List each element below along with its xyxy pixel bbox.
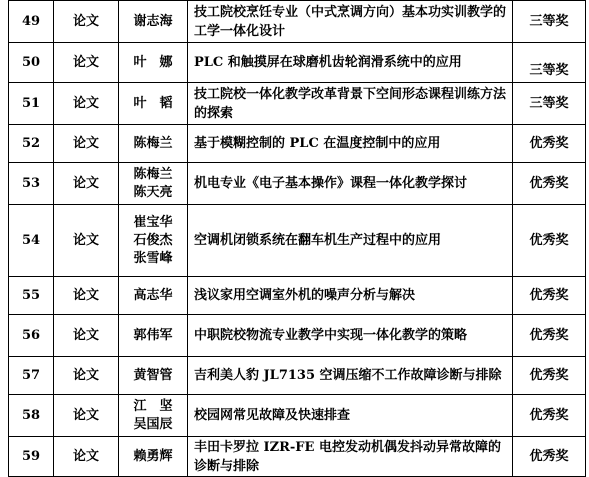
award-level: 优秀奖 bbox=[513, 163, 586, 205]
author-cell bbox=[119, 395, 188, 437]
table-row bbox=[9, 83, 586, 125]
entry-type: 论文 bbox=[54, 357, 119, 395]
row-number: 51 bbox=[9, 83, 54, 125]
entry-type: 论文 bbox=[54, 1, 119, 43]
author-name: 陈天亮 bbox=[133, 184, 173, 200]
author-cell bbox=[119, 83, 188, 125]
row-number: 57 bbox=[9, 357, 54, 395]
award-level: 三等奖 bbox=[513, 43, 586, 83]
paper-title: 中职院校物流专业教学中实现一体化教学的策略 bbox=[188, 315, 513, 357]
award-level: 优秀奖 bbox=[513, 277, 586, 315]
author-cell bbox=[119, 205, 188, 277]
author-name: 赖勇辉 bbox=[133, 448, 173, 464]
author-name: 陈梅兰 bbox=[133, 135, 173, 151]
author-cell bbox=[119, 315, 188, 357]
awards-table-body bbox=[9, 1, 586, 477]
award-level: 优秀奖 bbox=[513, 357, 586, 395]
author-name: 高志华 bbox=[133, 287, 173, 303]
author-cell bbox=[119, 163, 188, 205]
entry-type: 论文 bbox=[54, 277, 119, 315]
author-cell bbox=[119, 437, 188, 477]
author-name: 陈梅兰 bbox=[133, 166, 173, 182]
author-name: 石俊杰 bbox=[133, 232, 173, 248]
row-number: 58 bbox=[9, 395, 54, 437]
paper-title: 空调机闭锁系统在翻车机生产过程中的应用 bbox=[188, 205, 513, 277]
table-row bbox=[9, 277, 586, 315]
author-name: 吴国辰 bbox=[133, 416, 173, 432]
entry-type: 论文 bbox=[54, 395, 119, 437]
table-row bbox=[9, 205, 586, 277]
award-level: 优秀奖 bbox=[513, 395, 586, 437]
author-name: 崔宝华 bbox=[133, 214, 173, 230]
award-level: 三等奖 bbox=[513, 1, 586, 43]
table-row bbox=[9, 163, 586, 205]
table-row bbox=[9, 395, 586, 437]
row-number: 56 bbox=[9, 315, 54, 357]
paper-title: 机电专业《电子基本操作》课程一体化教学探讨 bbox=[188, 163, 513, 205]
paper-title: 技工院校一体化教学改革背景下空间形态课程训练方法的探索 bbox=[188, 83, 513, 125]
row-number: 50 bbox=[9, 43, 54, 83]
entry-type: 论文 bbox=[54, 205, 119, 277]
entry-type: 论文 bbox=[54, 315, 119, 357]
author-cell bbox=[119, 125, 188, 163]
award-level: 优秀奖 bbox=[513, 437, 586, 477]
paper-title: 校园网常见故障及快速排查 bbox=[188, 395, 513, 437]
author-name: 叶 韬 bbox=[133, 95, 173, 111]
author-cell bbox=[119, 357, 188, 395]
row-number: 49 bbox=[9, 1, 54, 43]
author-name: 谢志海 bbox=[133, 13, 173, 29]
row-number: 53 bbox=[9, 163, 54, 205]
row-number: 59 bbox=[9, 437, 54, 477]
award-level: 优秀奖 bbox=[513, 205, 586, 277]
author-name: 黄智管 bbox=[133, 367, 173, 383]
author-cell bbox=[119, 43, 188, 83]
paper-title: 浅议家用空调室外机的噪声分析与解决 bbox=[188, 277, 513, 315]
entry-type: 论文 bbox=[54, 163, 119, 205]
entry-type: 论文 bbox=[54, 437, 119, 477]
table-row bbox=[9, 315, 586, 357]
award-level: 三等奖 bbox=[513, 83, 586, 125]
paper-title: 吉利美人豹 JL7135 空调压缩不工作故障诊断与排除 bbox=[188, 357, 513, 395]
row-number: 52 bbox=[9, 125, 54, 163]
table-row bbox=[9, 1, 586, 43]
awards-table bbox=[8, 0, 586, 477]
row-number: 55 bbox=[9, 277, 54, 315]
paper-title: 基于模糊控制的 PLC 在温度控制中的应用 bbox=[188, 125, 513, 163]
table-row bbox=[9, 125, 586, 163]
author-name: 张雪峰 bbox=[133, 250, 173, 266]
author-cell bbox=[119, 1, 188, 43]
paper-title: PLC 和触摸屏在球磨机齿轮润滑系统中的应用 bbox=[188, 43, 513, 83]
entry-type: 论文 bbox=[54, 125, 119, 163]
table-row bbox=[9, 357, 586, 395]
author-name: 郭伟军 bbox=[133, 327, 173, 343]
paper-title: 技工院校烹饪专业（中式烹调方向）基本功实训教学的工学一体化设计 bbox=[188, 1, 513, 43]
paper-title: 丰田卡罗拉 IZR-FE 电控发动机偶发抖动异常故障的诊断与排除 bbox=[188, 437, 513, 477]
author-name: 江 坚 bbox=[133, 398, 173, 414]
table-row bbox=[9, 437, 586, 477]
entry-type: 论文 bbox=[54, 83, 119, 125]
row-number: 54 bbox=[9, 205, 54, 277]
table-row bbox=[9, 43, 586, 83]
award-level: 优秀奖 bbox=[513, 315, 586, 357]
entry-type: 论文 bbox=[54, 43, 119, 83]
award-level: 优秀奖 bbox=[513, 125, 586, 163]
author-cell bbox=[119, 277, 188, 315]
author-name: 叶 娜 bbox=[133, 54, 173, 70]
